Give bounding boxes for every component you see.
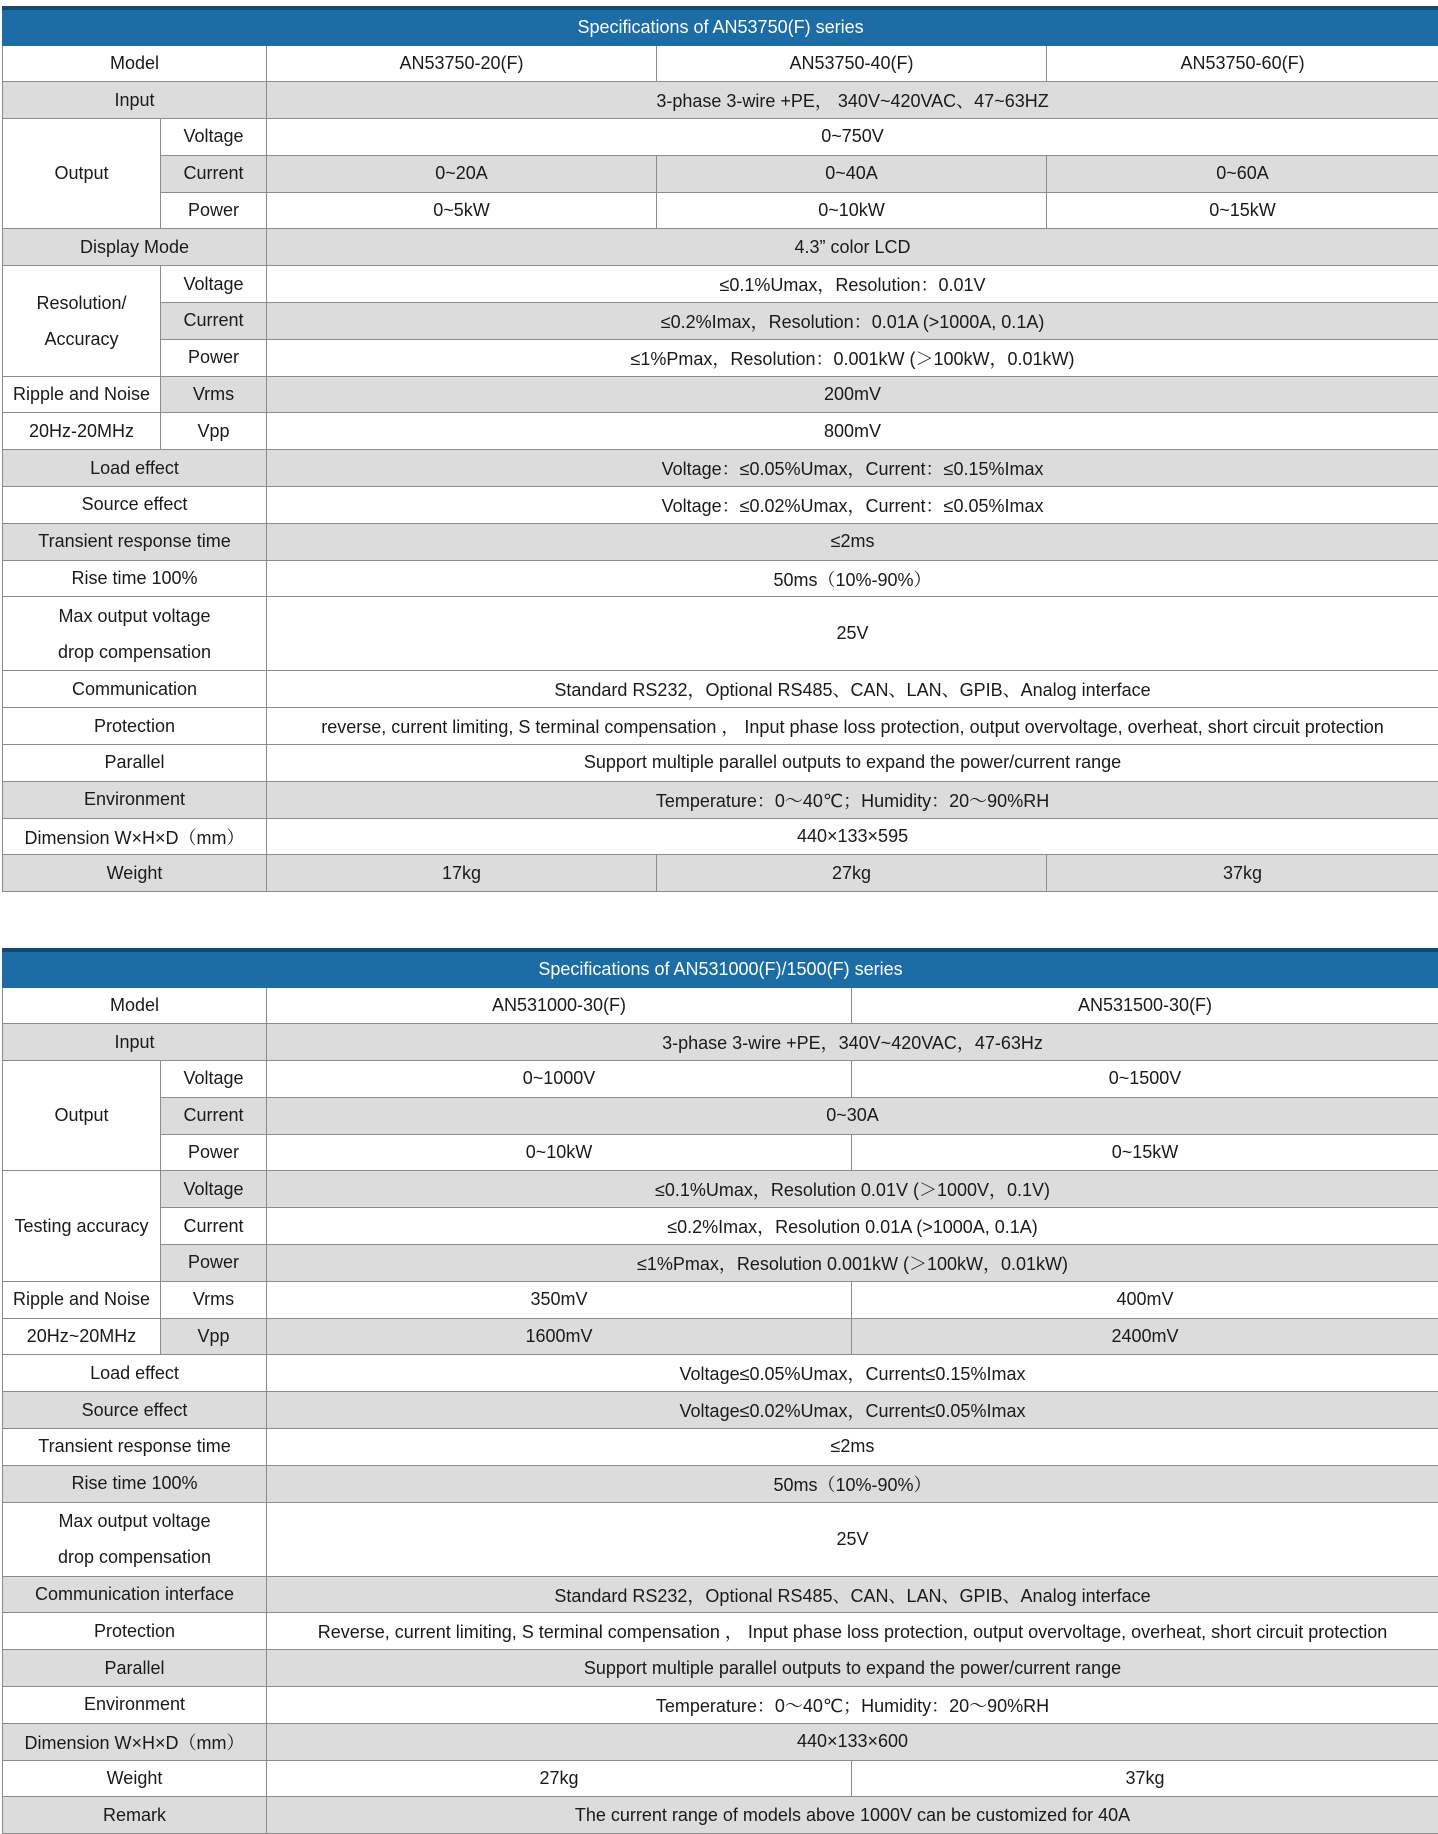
row-label-environment: Environment [3,781,267,818]
sub-label-vrms: Vrms [161,1281,267,1318]
model-name: AN53750-60(F) [1047,45,1438,82]
weight-value: 37kg [852,1760,1438,1797]
vpp-value: 2400mV [852,1318,1438,1355]
row-label-ripple-1: Ripple and Noise [3,376,161,413]
output-power-value: 0~5kW [267,192,657,229]
parallel-value: Support multiple parallel outputs to expand the power/current range [267,745,1438,782]
model-name: AN53750-20(F) [267,45,657,82]
resolution-label-line1: Resolution/ [36,293,126,313]
accuracy-power-value: ≤1%Pmax，Resolution 0.001kW (＞100kW，0.01kW) [267,1245,1438,1282]
table-title: Specifications of AN53750(F) series [3,8,1438,45]
sub-label-vrms: Vrms [161,376,267,413]
load-effect-value: Voltage≤0.05%Umax，Current≤0.15%Imax [267,1355,1438,1392]
input-value: 3-phase 3-wire +PE，340V~420VAC，47-63Hz [267,1024,1438,1061]
dimension-value: 440×133×600 [267,1723,1438,1760]
weight-value: 27kg [267,1760,852,1797]
resolution-label-line2: Accuracy [44,329,118,349]
row-label-model: Model [3,45,267,82]
vrms-value: 200mV [267,376,1438,413]
max-drop-label-line2: drop compensation [58,642,211,662]
weight-value: 17kg [267,855,657,892]
resolution-voltage-value: ≤0.1%Umax，Resolution：0.01V [267,266,1438,303]
row-label-ripple-2: 20Hz~20MHz [3,1318,161,1355]
row-label-rise-time: Rise time 100% [3,560,267,597]
resolution-power-value: ≤1%Pmax，Resolution：0.001kW (＞100kW，0.01kW) [267,339,1438,376]
sub-label-power: Power [161,192,267,229]
rise-time-value: 50ms（10%-90%） [267,560,1438,597]
source-effect-value: Voltage：≤0.02%Umax，Current：≤0.05%Imax [267,487,1438,524]
output-current-value: 0~30A [267,1097,1438,1134]
row-label-parallel: Parallel [3,745,267,782]
row-label-rise-time: Rise time 100% [3,1465,267,1502]
row-label-model: Model [3,987,267,1024]
remark-value: The current range of models above 1000V can be customized for 40A [267,1797,1438,1834]
max-drop-label-line1: Max output voltage [58,1511,210,1531]
max-drop-value: 25V [267,1502,1438,1576]
vrms-value: 350mV [267,1281,852,1318]
sub-label-voltage: Voltage [161,119,267,156]
row-label-weight: Weight [3,1760,267,1797]
input-value: 3-phase 3-wire +PE， 340V~420VAC、47~63HZ [267,82,1438,119]
rise-time-value: 50ms（10%-90%） [267,1465,1438,1502]
row-label-max-drop [3,597,267,671]
sub-label-voltage: Voltage [161,1171,267,1208]
row-label-transient: Transient response time [3,1429,267,1466]
row-label-testing-accuracy: Testing accuracy [3,1171,161,1281]
communication-value: Standard RS232，Optional RS485、CAN、LAN、GPIB、Analog interface [267,1576,1438,1613]
row-label-input: Input [3,82,267,119]
sub-label-power: Power [161,1245,267,1282]
output-power-value: 0~10kW [657,192,1047,229]
output-current-value: 0~20A [267,155,657,192]
sub-label-power: Power [161,339,267,376]
sub-label-current: Current [161,1208,267,1245]
output-current-value: 0~60A [1047,155,1438,192]
row-label-resolution [3,266,161,376]
row-label-protection: Protection [3,708,267,745]
resolution-current-value: ≤0.2%Imax，Resolution：0.01A (>1000A, 0.1A) [267,303,1438,340]
protection-value: Reverse, current limiting, S terminal compensation ， Input phase loss protection, output overvoltage, overheat, short circuit protection [267,1613,1438,1650]
load-effect-value: Voltage：≤0.05%Umax，Current：≤0.15%Imax [267,450,1438,487]
row-label-dimension: Dimension W×H×D（mm） [3,818,267,855]
max-drop-label-line1: Max output voltage [58,606,210,626]
row-label-load-effect: Load effect [3,1355,267,1392]
sub-label-voltage: Voltage [161,1061,267,1098]
max-drop-value: 25V [267,597,1438,671]
vpp-value: 1600mV [267,1318,852,1355]
row-label-ripple-1: Ripple and Noise [3,1281,161,1318]
row-label-protection: Protection [3,1613,267,1650]
output-voltage-value: 0~750V [267,119,1438,156]
output-power-value: 0~10kW [267,1134,852,1171]
transient-value: ≤2ms [267,523,1438,560]
row-label-weight: Weight [3,855,267,892]
row-label-output: Output [3,119,161,229]
environment-value: Temperature：0～40℃；Humidity：20～90%RH [267,1687,1438,1724]
row-label-dimension: Dimension W×H×D（mm） [3,1723,267,1760]
sub-label-current: Current [161,1097,267,1134]
weight-value: 27kg [657,855,1047,892]
output-power-value: 0~15kW [852,1134,1438,1171]
row-label-display: Display Mode [3,229,267,266]
sub-label-current: Current [161,303,267,340]
protection-value: reverse, current limiting, S terminal compensation ， Input phase loss protection, output overvoltage, overheat, short circuit protection [267,708,1438,745]
row-label-max-drop [3,1502,267,1576]
dimension-value: 440×133×595 [267,818,1438,855]
row-label-remark: Remark [3,1797,267,1834]
sub-label-vpp: Vpp [161,413,267,450]
row-label-output: Output [3,1061,161,1171]
row-label-input: Input [3,1024,267,1061]
model-name: AN531000-30(F) [267,987,852,1024]
source-effect-value: Voltage≤0.02%Umax，Current≤0.05%Imax [267,1392,1438,1429]
environment-value: Temperature：0～40℃；Humidity：20～90%RH [267,781,1438,818]
row-label-transient: Transient response time [3,523,267,560]
communication-value: Standard RS232，Optional RS485、CAN、LAN、GPIB、Analog interface [267,671,1438,708]
row-label-ripple-2: 20Hz-20MHz [3,413,161,450]
weight-value: 37kg [1047,855,1438,892]
sub-label-current: Current [161,155,267,192]
vrms-value: 400mV [852,1281,1438,1318]
output-current-value: 0~40A [657,155,1047,192]
max-drop-label-line2: drop compensation [58,1547,211,1567]
output-voltage-value: 0~1000V [267,1061,852,1098]
spec-table-an531000-1500 [2,948,1438,1834]
row-label-source-effect: Source effect [3,1392,267,1429]
row-label-load-effect: Load effect [3,450,267,487]
row-label-environment: Environment [3,1687,267,1724]
row-label-source-effect: Source effect [3,487,267,524]
sub-label-power: Power [161,1134,267,1171]
display-value: 4.3” color LCD [267,229,1438,266]
row-label-communication: Communication interface [3,1576,267,1613]
parallel-value: Support multiple parallel outputs to expand the power/current range [267,1650,1438,1687]
output-power-value: 0~15kW [1047,192,1438,229]
model-name: AN53750-40(F) [657,45,1047,82]
transient-value: ≤2ms [267,1429,1438,1466]
vpp-value: 800mV [267,413,1438,450]
sub-label-voltage: Voltage [161,266,267,303]
row-label-parallel: Parallel [3,1650,267,1687]
spec-table-an53750 [2,6,1438,892]
sub-label-vpp: Vpp [161,1318,267,1355]
model-name: AN531500-30(F) [852,987,1438,1024]
output-voltage-value: 0~1500V [852,1061,1438,1098]
row-label-communication: Communication [3,671,267,708]
accuracy-voltage-value: ≤0.1%Umax，Resolution 0.01V (＞1000V，0.1V) [267,1171,1438,1208]
accuracy-current-value: ≤0.2%Imax，Resolution 0.01A (>1000A, 0.1A) [267,1208,1438,1245]
table-title: Specifications of AN531000(F)/1500(F) series [3,950,1438,987]
